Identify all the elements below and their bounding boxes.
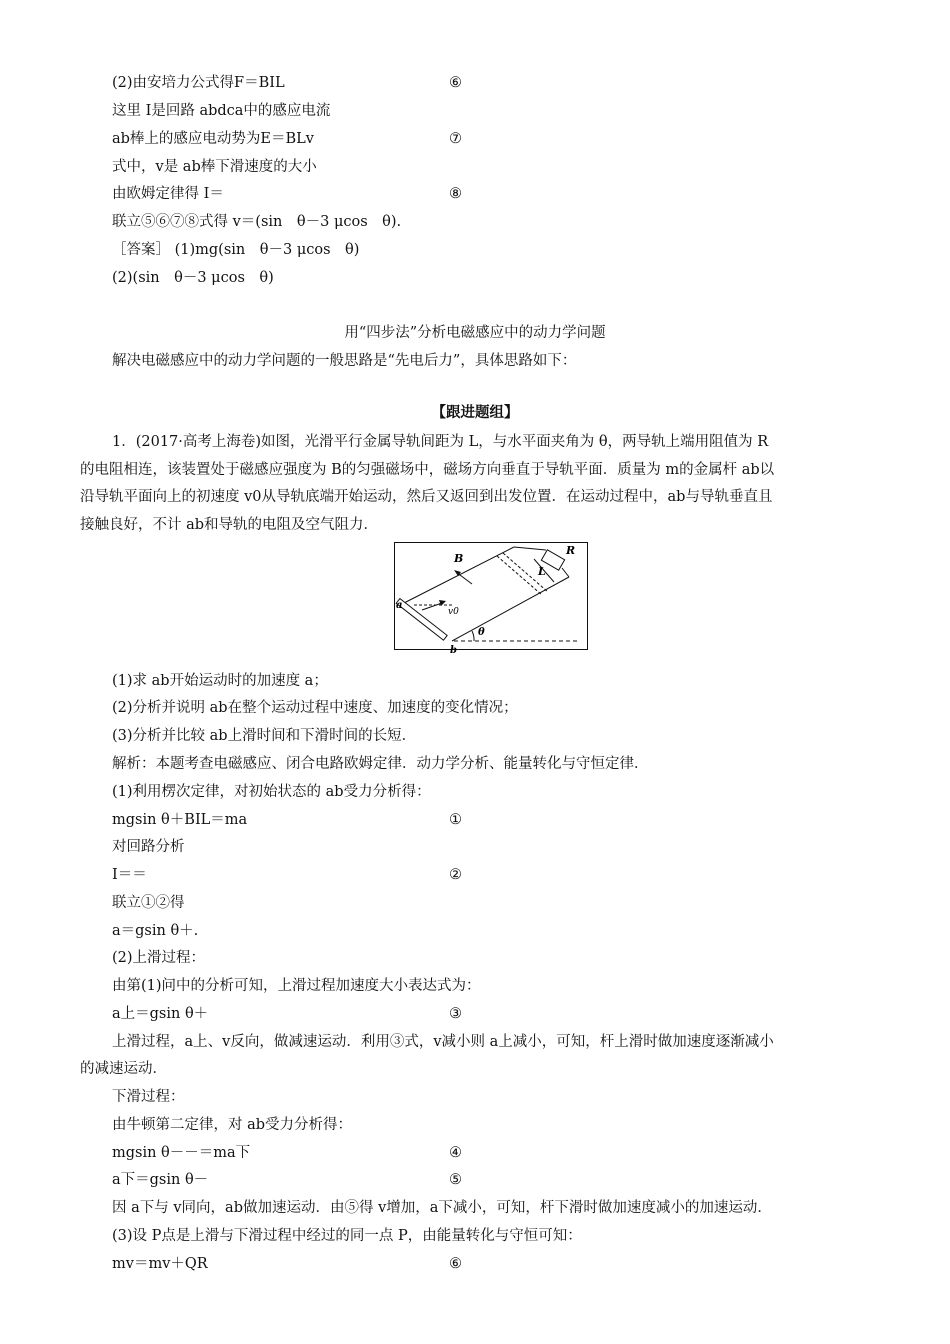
answer-line-ampere: (2)由安培力公式得F＝BIL [112,75,285,91]
sub-question-2: (2)分析并说明 ab在整个运动过程中速度、加速度的变化情况； [112,700,518,716]
equation-a: a＝gsin θ＋. [112,923,199,939]
equation-marker-6b: ⑥ [449,1256,462,1272]
label-a: a [396,600,403,611]
solution-downward-title: 下滑过程： [112,1089,185,1105]
solution-part-2: (2)上滑过程： [112,950,206,966]
sub-question-1: (1)求 ab开始运动时的加速度 a； [112,673,328,689]
equation-marker-3: ③ [449,1006,462,1022]
label-L: L [538,565,546,578]
solution-intro: 解析：本题考查电磁感应、闭合电路欧姆定律．动力学分析、能量转化与守恒定律． [112,756,649,772]
equation-2: I＝＝ [112,867,147,883]
answer-line-emf: ab棒上的感应电动势为E＝BLv [112,131,314,147]
equation-marker-7: ⑦ [449,131,462,147]
solution-step-1: (1)利用楞次定律，对初始状态的 ab受力分析得： [112,784,431,800]
equation-1: mgsin θ＋BIL＝ma [112,812,248,828]
equation-marker-4: ④ [449,1145,462,1161]
label-theta: θ [478,627,485,638]
solution-downward-1: 因 a下与 v同向，ab做加速运动．由⑤得 v增加，a下减小，可知，杆下滑时做加速度减小的加速运动． [112,1200,772,1216]
section-intro: 解决电磁感应中的动力学问题的一般思路是“先电后力”，具体思路如下： [112,353,577,369]
equation-4: mgsin θ－－＝ma下 [112,1145,251,1161]
answer-line-velocity: 式中，v是 ab棒下滑速度的大小 [112,159,317,175]
label-v0: v0 [448,607,459,617]
answer-line-ohm: 由欧姆定律得 I＝ [112,186,224,202]
group-title: 【跟进题组】 [431,404,519,421]
sub-question-3: (3)分析并比较 ab上滑时间和下滑时间的长短． [112,728,417,744]
question-text-1: 1．(2017·高考上海卷)如图，光滑平行金属导轨间距为 L，与水平面夹角为 θ，两导轨上端用阻值为 R [112,434,769,450]
equation-marker-2: ② [449,867,462,883]
solution-combine: 联立①②得 [112,895,185,911]
equation-3: a上＝gsin θ＋ [112,1006,209,1022]
answer-key-2: (2)(sin θ－3 μcos θ) [112,270,274,286]
question-text-4: 接触良好，不计 ab和导轨的电阻及空气阻力． [80,517,379,533]
equation-marker-8: ⑧ [449,186,462,202]
label-R: R [566,544,576,557]
question-text-2: 的电阻相连，该装置处于磁感应强度为 B的匀强磁场中，磁场方向垂直于导轨平面．质量为 m的金属杆 ab以 [80,462,775,478]
answer-line-combine: 联立⑤⑥⑦⑧式得 v＝(sin θ－3 μcos θ). [112,214,402,230]
equation-5: a下＝gsin θ－ [112,1172,209,1188]
solution-part-3: (3)设 P点是上滑与下滑过程中经过的同一点 P，由能量转化与守恒可知： [112,1228,582,1244]
answer-line-current: 这里 I是回路 abdca中的感应电流 [112,103,331,119]
solution-newton: 由牛顿第二定律，对 ab受力分析得： [112,1117,353,1133]
answer-key-1: ［答案］ (1)mg(sin θ－3 μcos θ) [112,242,360,258]
solution-upward-2: 的减速运动． [80,1061,167,1077]
equation-marker-6: ⑥ [449,75,462,91]
equation-6: mv＝mv＋QR [112,1256,208,1272]
equation-marker-5: ⑤ [449,1172,462,1188]
label-B: B [454,552,464,565]
question-text-3: 沿导轨平面向上的初速度 v0从导轨底端开始运动，然后又返回到出发位置．在运动过程中，ab与导轨垂直且 [80,489,773,505]
solution-circuit: 对回路分析 [112,839,185,855]
section-heading: 用“四步法”分析电磁感应中的动力学问题 [344,325,606,341]
incline-rail-figure [394,542,588,654]
solution-upward-intro: 由第(1)问中的分析可知，上滑过程加速度大小表达式为： [112,978,481,994]
solution-upward-1: 上滑过程，a上、v反向，做减速运动．利用③式，v减小则 a上减小，可知，杆上滑时做加速度逐渐减小 [112,1034,774,1050]
equation-marker-1: ① [449,812,462,828]
label-b: b [450,645,457,654]
